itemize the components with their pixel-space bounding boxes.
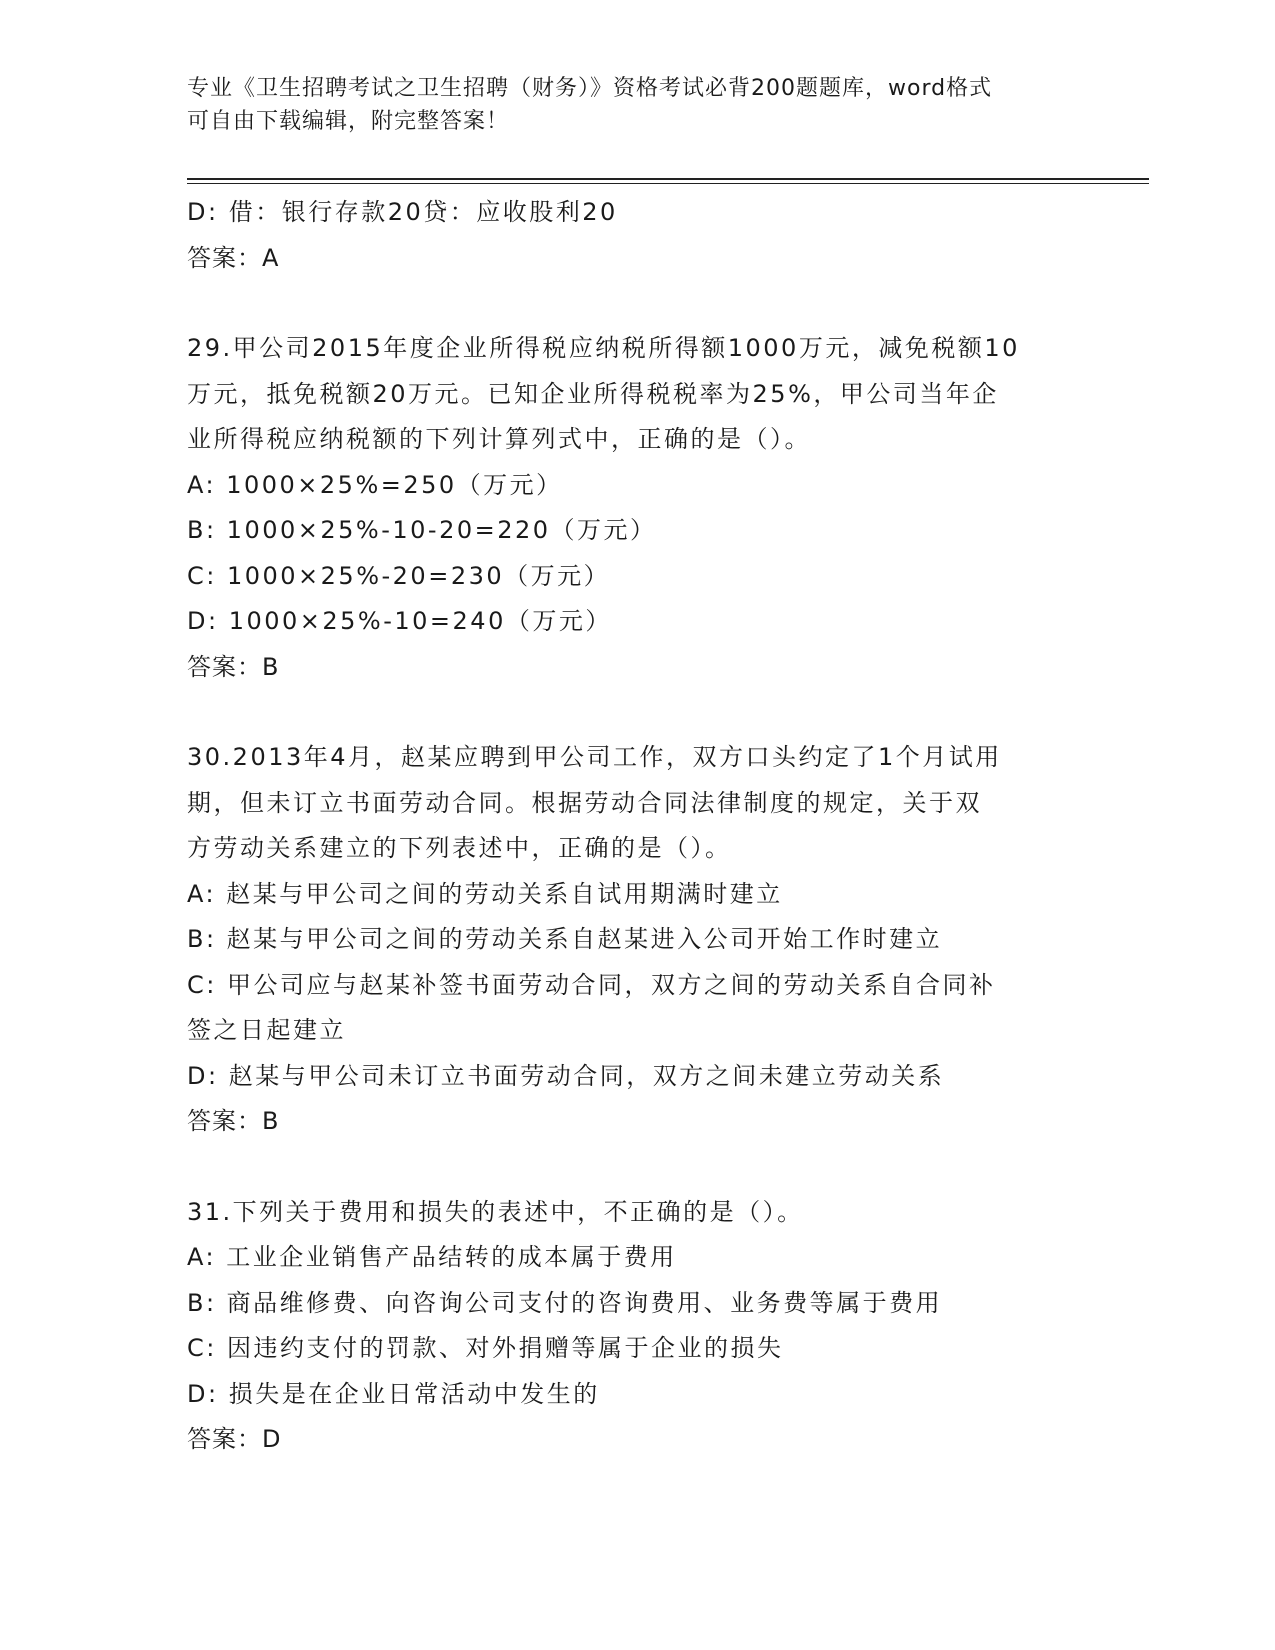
question-31 xyxy=(187,1190,1087,1463)
document-header xyxy=(187,72,1087,138)
question-text xyxy=(187,735,1087,872)
question-text-line: 29.甲公司2015年度企业所得税应纳税所得额1000万元，减免税额10 xyxy=(187,334,1020,362)
answer: 答案：A xyxy=(187,243,280,272)
answer: 答案：B xyxy=(187,652,280,681)
header-divider-thick xyxy=(187,178,1149,180)
option-d: D: 1000×25%-10=240（万元） xyxy=(187,607,612,635)
answer: 答案：D xyxy=(187,1425,282,1453)
question-text-line: 30.2013年4月，赵某应聘到甲公司工作，双方口头约定了1个月试用 xyxy=(187,743,1002,771)
option-d: D: 借：银行存款20贷：应收股利20 xyxy=(187,198,618,226)
question-text-line: 31.下列关于费用和损失的表述中，不正确的是（）。 xyxy=(187,1197,804,1226)
option-a: A: 1000×25%=250（万元） xyxy=(187,470,563,499)
header-line-2: 可自由下载编辑，附完整答案！ xyxy=(187,109,510,134)
question-text-line: 期，但未订立书面劳动合同。根据劳动合同法律制度的规定，关于双 xyxy=(187,788,982,817)
document-body xyxy=(187,190,1087,1463)
option-b: B: 商品维修费、向咨询公司支付的咨询费用、业务费等属于费用 xyxy=(187,1288,943,1317)
option-b: B: 赵某与甲公司之间的劳动关系自赵某进入公司开始工作时建立 xyxy=(187,925,943,953)
question-30 xyxy=(187,735,1087,1145)
previous-question-tail xyxy=(187,190,1087,281)
option-a: A: 赵某与甲公司之间的劳动关系自试用期满时建立 xyxy=(187,879,783,908)
option-c-continued: 签之日起建立 xyxy=(187,1016,346,1044)
question-text-line: 方劳动关系建立的下列表述中，正确的是（）。 xyxy=(187,834,732,862)
option-c: C: 甲公司应与赵某补签书面劳动合同，双方之间的劳动关系自合同补 xyxy=(187,970,996,999)
option-d: D: 损失是在企业日常活动中发生的 xyxy=(187,1379,600,1408)
option-d: D: 赵某与甲公司未订立书面劳动合同，双方之间未建立劳动关系 xyxy=(187,1061,945,1090)
option-c: C: 因违约支付的罚款、对外捐赠等属于企业的损失 xyxy=(187,1334,784,1362)
question-text-line: 万元，抵免税额20万元。已知企业所得税税率为25%，甲公司当年企 xyxy=(187,379,999,408)
header-divider-thin xyxy=(187,183,1149,184)
header-line-1: 专业《卫生招聘考试之卫生招聘（财务）》资格考试必背200题题库，word格式 xyxy=(187,76,993,101)
answer: 答案：B xyxy=(187,1107,280,1135)
option-b: B: 1000×25%-10-20=220（万元） xyxy=(187,516,657,544)
question-text-line: 业所得税应纳税额的下列计算列式中，正确的是（）。 xyxy=(187,425,811,453)
question-29 xyxy=(187,326,1087,690)
question-text xyxy=(187,1190,1087,1236)
option-c: C: 1000×25%-20=230（万元） xyxy=(187,561,611,590)
option-a: A: 工业企业销售产品结转的成本属于费用 xyxy=(187,1243,677,1271)
question-text xyxy=(187,326,1087,463)
